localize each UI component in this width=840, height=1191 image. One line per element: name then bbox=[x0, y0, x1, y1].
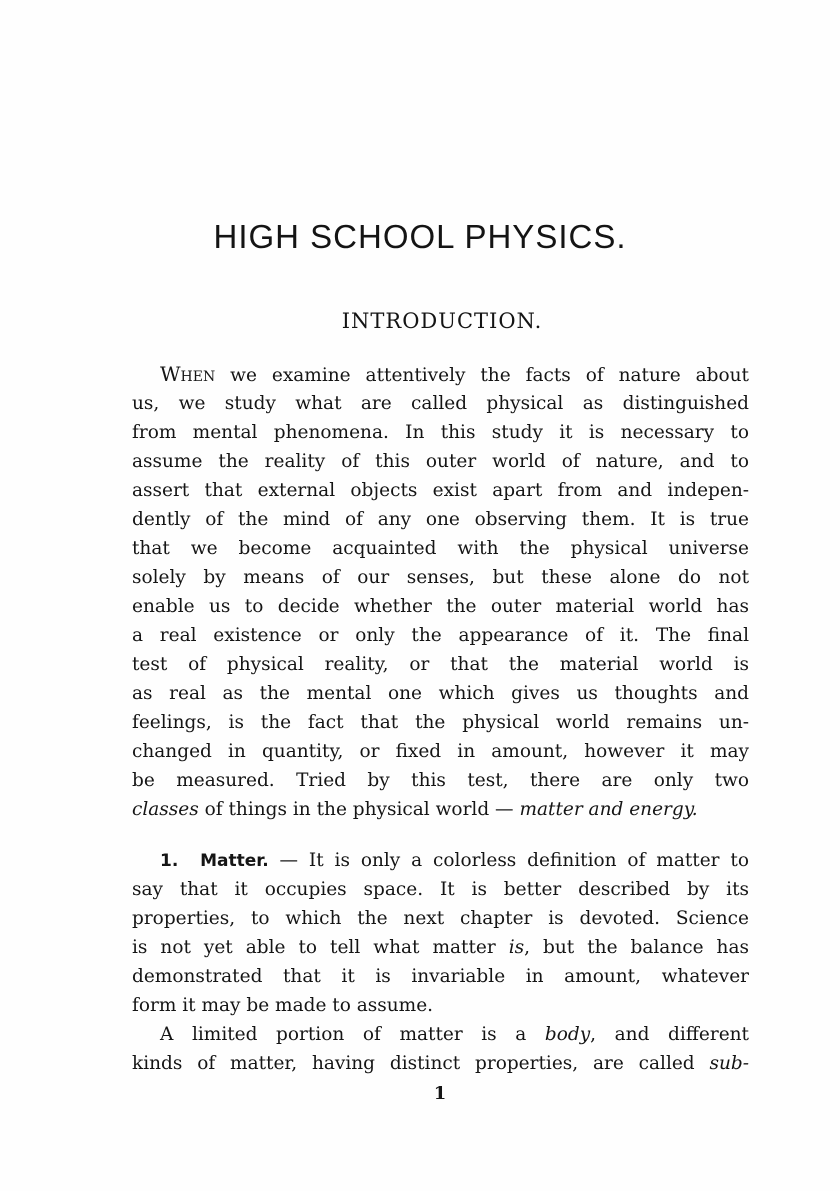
section-title: INTRODUCTION. bbox=[341, 309, 543, 333]
paragraph-line bbox=[132, 1049, 749, 1078]
paragraph-line: assert that external objects exist apart from and indepen- bbox=[132, 480, 749, 501]
paragraph-line bbox=[132, 360, 749, 389]
paragraph-line: from mental phenomena. In this study it is necessary to bbox=[132, 422, 749, 443]
matter-section bbox=[132, 846, 749, 1078]
paragraph-line bbox=[132, 933, 749, 962]
paragraph-line: say that it occupies space. It is better described by its bbox=[132, 879, 749, 900]
paragraph-line: feelings, is the fact that the physical world remains un- bbox=[132, 712, 749, 733]
line-text: we examine attentively the facts of nature about bbox=[215, 365, 749, 386]
paragraph-line: demonstrated that it is invariable in amount, whatever bbox=[132, 966, 749, 987]
paragraph-line: solely by means of our senses, but these alone do not bbox=[132, 567, 749, 588]
lead-word: When bbox=[160, 362, 216, 386]
paragraph-line: properties, to which the next chapter is devoted. Science bbox=[132, 908, 749, 929]
italic-term: classes bbox=[132, 799, 199, 820]
paragraph-line: enable us to decide whether the outer material world has bbox=[132, 596, 749, 617]
line-text: A limited portion of matter is a bbox=[160, 1024, 545, 1045]
line-text: — It is only a colorless definition of matter to bbox=[268, 850, 749, 871]
paragraph-line bbox=[132, 1020, 749, 1049]
paragraph-line: form it may be made to assume. bbox=[132, 995, 434, 1016]
italic-term: matter and energy. bbox=[519, 799, 698, 820]
paragraph-line bbox=[132, 846, 749, 875]
line-text: is not yet able to tell what matter bbox=[132, 937, 509, 958]
paragraph-line: that we become acquainted with the physical universe bbox=[132, 538, 749, 559]
paragraph-line: us, we study what are called physical as distinguished bbox=[132, 393, 749, 414]
paragraph-line: be measured. Tried by this test, there are only two bbox=[132, 770, 749, 791]
book-title: HIGH SCHOOL PHYSICS. bbox=[213, 218, 627, 255]
paragraph-line: a real existence or only the appearance of it. The final bbox=[132, 625, 749, 646]
page-number: 1 bbox=[433, 1083, 447, 1104]
line-text: kinds of matter, having distinct properties, are called bbox=[132, 1053, 710, 1074]
line-text: , and different bbox=[590, 1024, 749, 1045]
intro-paragraph bbox=[132, 360, 749, 824]
line-text: of things in the physical world — bbox=[198, 799, 520, 820]
paragraph-line: changed in quantity, or fixed in amount, however it may bbox=[132, 741, 749, 762]
italic-term: body bbox=[544, 1024, 591, 1045]
line-text: , but the balance has bbox=[524, 937, 749, 958]
paragraph-line: test of physical reality, or that the material world is bbox=[132, 654, 749, 675]
italic-term: sub- bbox=[709, 1053, 749, 1074]
section-heading: Matter. bbox=[200, 851, 269, 871]
section-number: 1. bbox=[160, 851, 179, 871]
paragraph-line: dently of the mind of any one observing them. It is true bbox=[132, 509, 749, 530]
paragraph-line bbox=[132, 795, 749, 824]
paragraph-line: assume the reality of this outer world of nature, and to bbox=[132, 451, 749, 472]
paragraph-line: as real as the mental one which gives us thoughts and bbox=[132, 683, 749, 704]
italic-term: is bbox=[508, 937, 525, 958]
